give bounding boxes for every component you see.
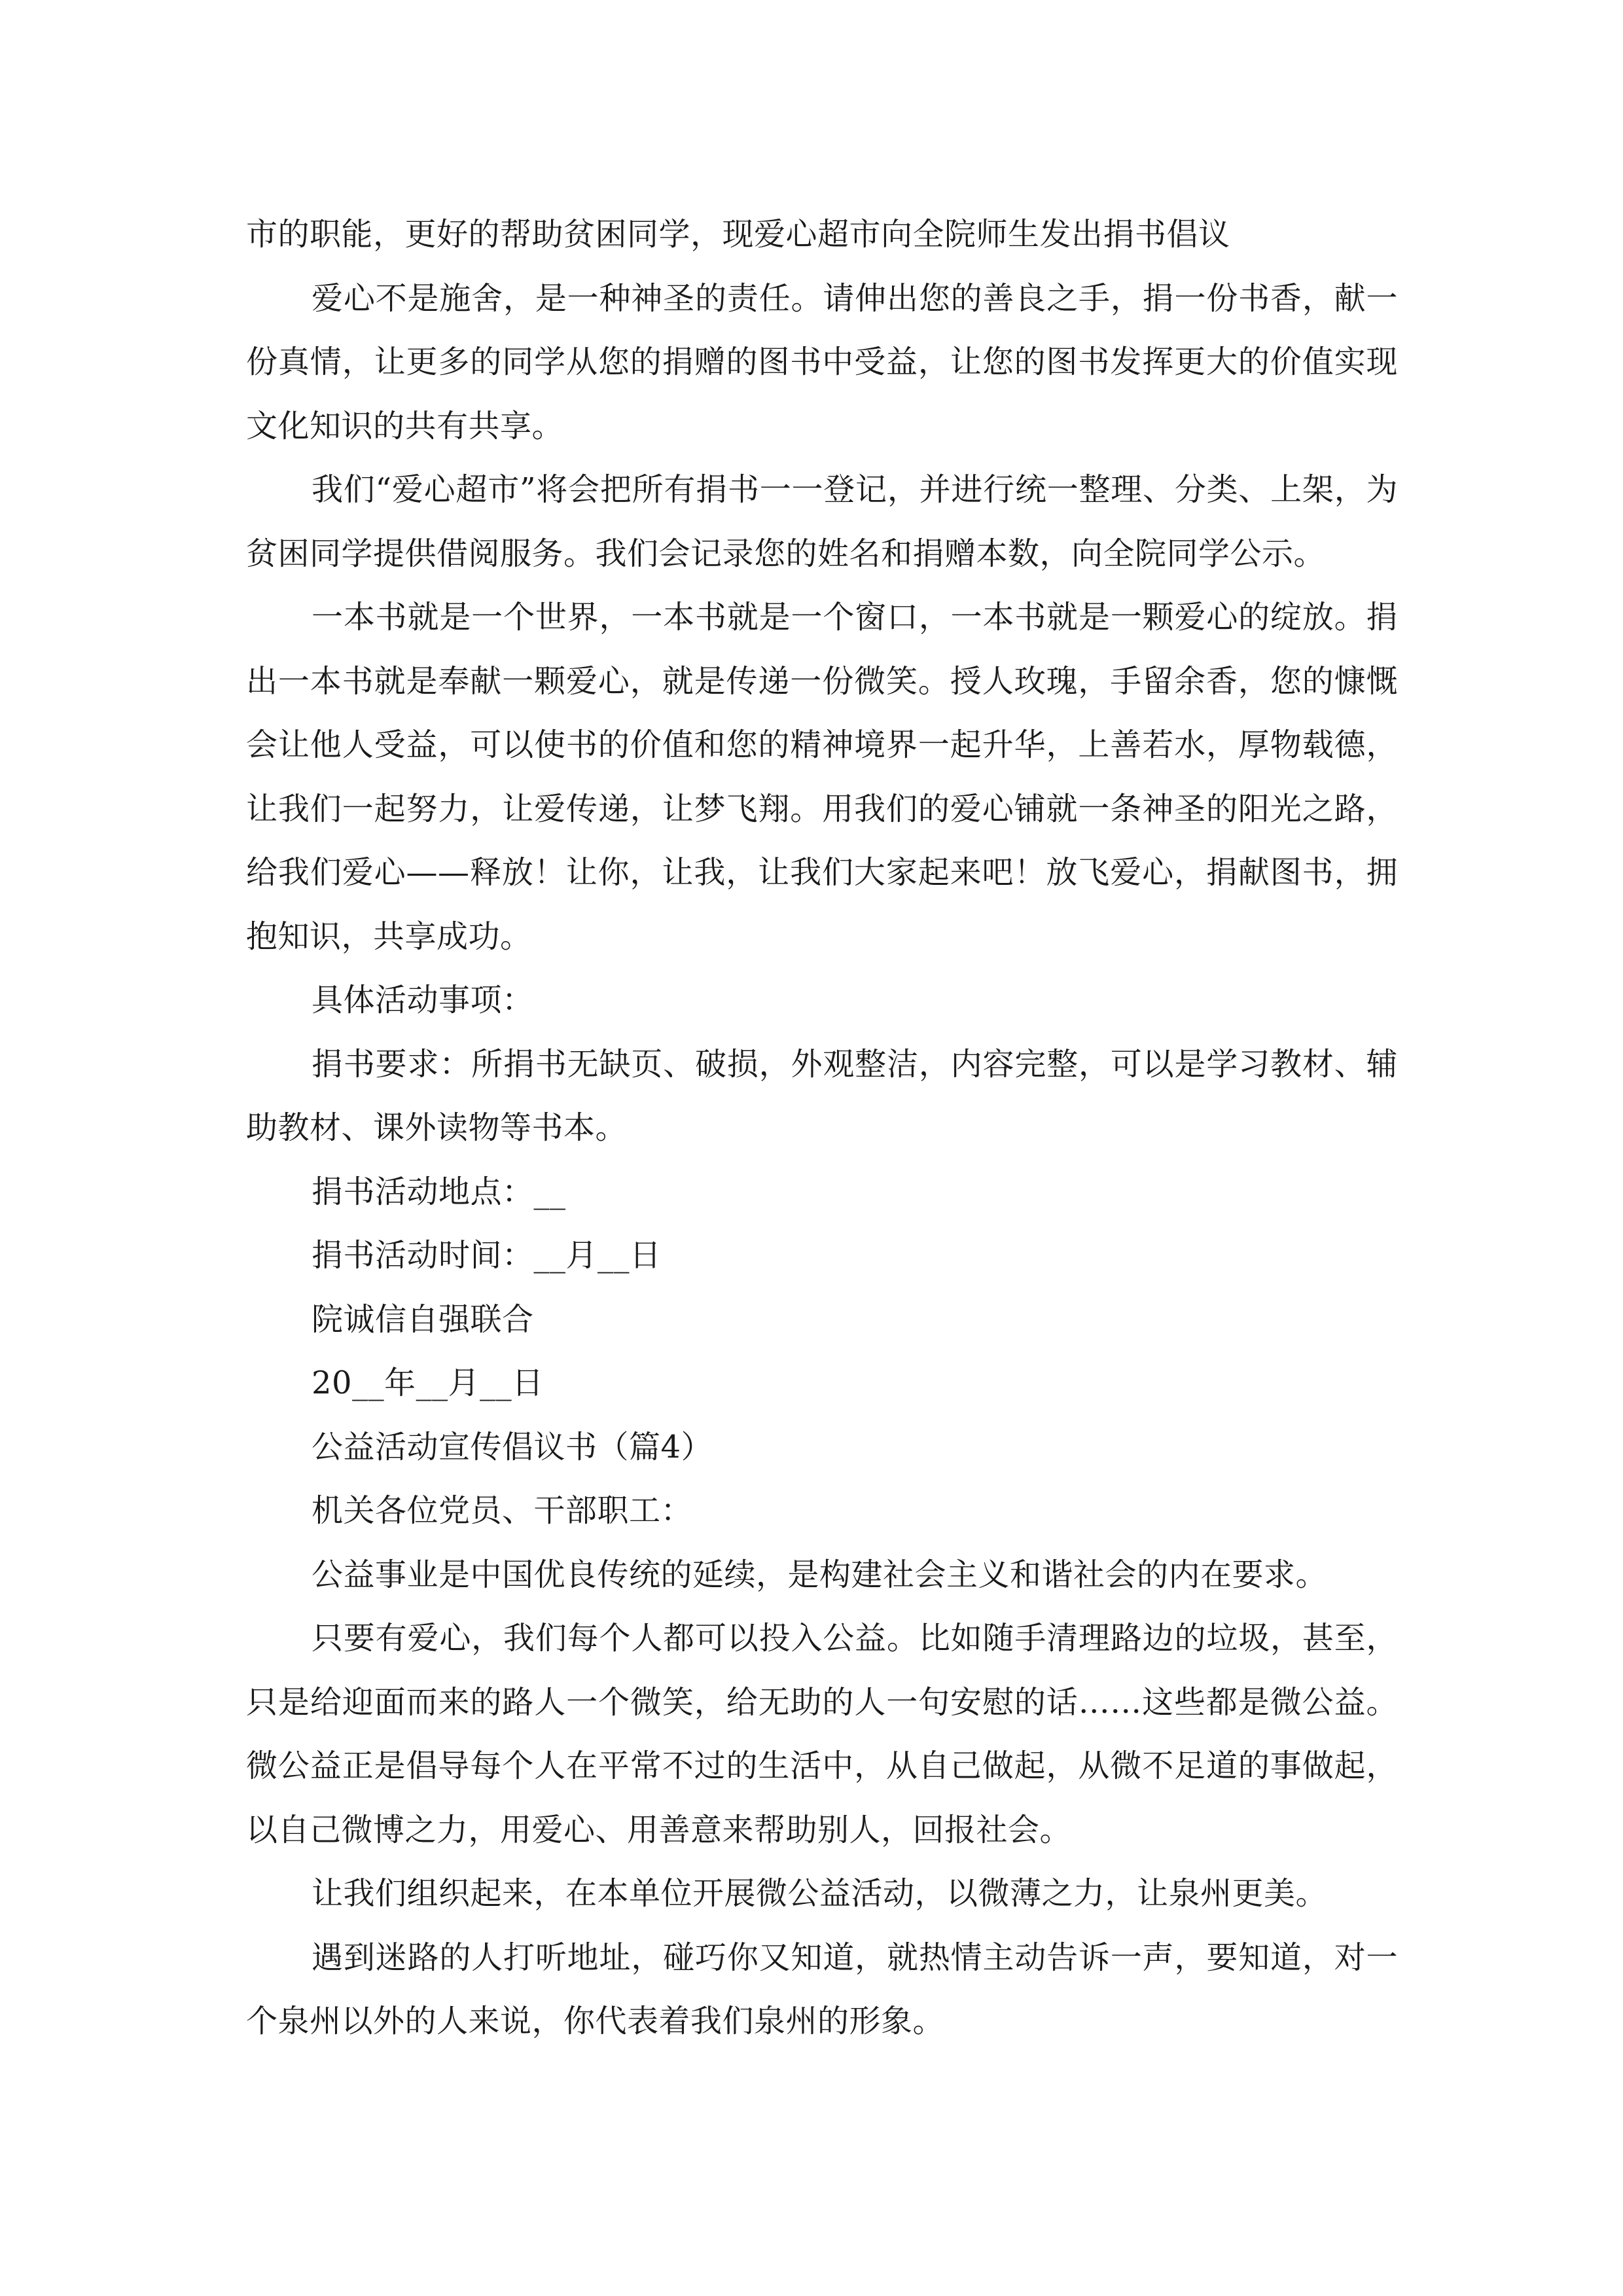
paragraph-time: 捐书活动时间：__月__日 (312, 1237, 662, 1274)
paragraph-love-responsibility: 爱心不是施舍，是一种神圣的责任。请伸出您的善良之手，捐一份书香，献一份真情，让更多的同学从您的捐赠的图书中受益，让您的图书发挥更大的价值实现文化知识的共有共享。 (246, 279, 1398, 444)
paragraph-location: 捐书活动地点：__ (312, 1173, 566, 1210)
paragraph-organizer: 院诚信自强联合 (312, 1300, 534, 1338)
paragraph-registration: 我们“爱心超市”将会把所有捐书一一登记，并进行统一整理、分类、上架，为贫困同学提供借阅服务。我们会记录您的姓名和捐赠本数，向全院同学公示。 (246, 471, 1398, 572)
paragraph-public-welfare: 公益事业是中国优良传统的延续，是构建社会主义和谐社会的内在要求。 (312, 1556, 1328, 1593)
section-title: 公益活动宣传倡议书（篇4） (312, 1428, 713, 1465)
paragraph-date: 20__年__月__日 (312, 1365, 544, 1401)
paragraph-salutation: 机关各位党员、干部职工： (312, 1492, 693, 1529)
paragraph-donation-requirements: 捐书要求：所捐书无缺页、破损，外观整洁，内容完整，可以是学习教材、辅助教材、课外读物等书本。 (246, 1045, 1398, 1146)
paragraph-micro-welfare: 只要有爱心，我们每个人都可以投入公益。比如随手清理路边的垃圾，甚至，只是给迎面而来的路人一个微笑，给无助的人一句安慰的话……这些都是微公益。微公益正是倡导每个人在平常不过的生活中，从自己做起，从微不足道的事做起，以自己微博之力，用爱心、用善意来帮助别人，回报社会。 (246, 1620, 1398, 1848)
paragraph-one-book-world: 一本书就是一个世界，一本书就是一个窗口，一本书就是一颗爱心的绽放。捐出一本书就是奉献一颗爱心，就是传递一份微笑。授人玫瑰，手留余香，您的慷慨会让他人受益，可以使书的价值和您的精神境界一起升华，上善若水，厚物载德，让我们一起努力，让爱传递，让梦飞翔。用我们的爱心铺就一条神圣的阳光之路，给我们爱心——释放！让你，让我，让我们大家起来吧！放飞爱心，捐献图书，拥抱知识，共享成功。 (246, 599, 1398, 955)
paragraph-activity-items: 具体活动事项： (312, 982, 534, 1018)
paragraph-directions: 遇到迷路的人打听地址，碰巧你又知道，就热情主动告诉一声，要知道，对一个泉州以外的人来说，你代表着我们泉州的形象。 (246, 1939, 1398, 2039)
document-body (246, 203, 1398, 2054)
paragraph-organize: 让我们组织起来，在本单位开展微公益活动，以微薄之力，让泉州更美。 (312, 1875, 1328, 1912)
paragraph-continuation: 市的职能，更好的帮助贫困同学，现爱心超市向全院师生发出捐书倡议 (246, 216, 1230, 253)
